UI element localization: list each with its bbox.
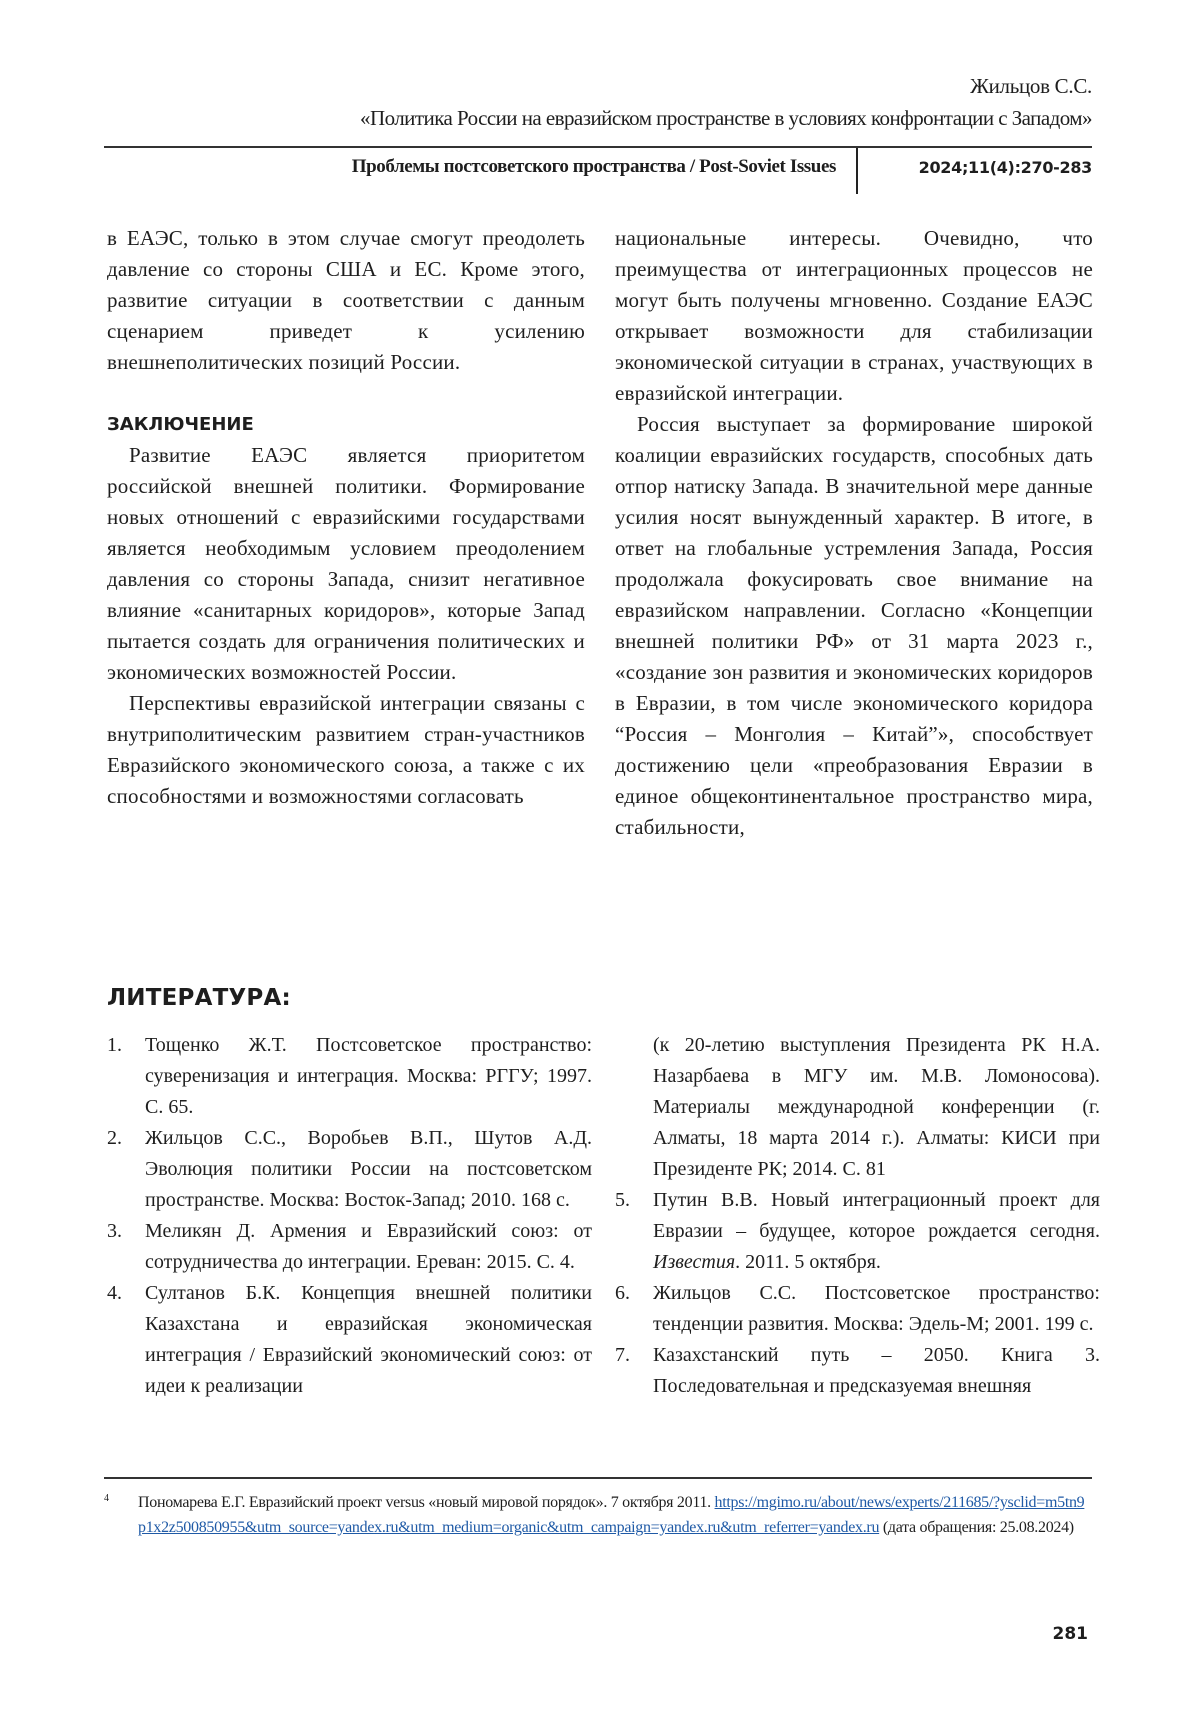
reference-item bbox=[107, 1030, 592, 1123]
reference-text: Султанов Б.К. Концепция внешней политики Казахстана и евразийская экономическая интеграция / Евразийский экономический союз: от идеи к реализации bbox=[145, 1282, 592, 1397]
reference-item bbox=[615, 1340, 1100, 1402]
page-number: 281 bbox=[1052, 1624, 1088, 1644]
journal-row bbox=[104, 148, 1092, 194]
header-article-title: «Политика России на евразийском пространстве в условиях конфронтации с Западом» bbox=[360, 106, 1092, 130]
reference-item bbox=[615, 1185, 1100, 1278]
footnote-access-date: (дата обращения: 25.08.2024) bbox=[879, 1519, 1074, 1536]
reference-number: 5. bbox=[615, 1189, 630, 1211]
reference-item bbox=[107, 1123, 592, 1216]
reference-item bbox=[107, 1216, 592, 1278]
paragraph: в ЕАЭС, только в этом случае смогут преодолеть давление со стороны США и ЕС. Кроме этого, развитие ситуации в соответствии с данным сценарием приведет к усилению внешнеполитических позиций России. bbox=[107, 226, 585, 374]
reference-text-part: Путин В.В. Новый интеграционный проект для Евразии – будущее, которое рождается сегодня. bbox=[653, 1189, 1100, 1242]
reference-number: 2. bbox=[107, 1127, 122, 1149]
running-head bbox=[104, 70, 1092, 134]
body-left-column bbox=[107, 223, 585, 812]
references-left-column bbox=[107, 1030, 592, 1402]
footnote-body bbox=[104, 1490, 1092, 1540]
footnote-rule bbox=[104, 1477, 1092, 1479]
section-heading-conclusion: ЗАКЛЮЧЕНИЕ bbox=[107, 414, 254, 435]
footnote-mark: 4 bbox=[104, 1493, 109, 1504]
paragraph: национальные интересы. Очевидно, что преимущества от интеграционных процессов не могут быть получены мгновенно. Создание ЕАЭС открывает возможности для стабилизации экономической ситуации в странах, участвующих в евразийской интеграции. bbox=[615, 226, 1093, 405]
reference-text bbox=[653, 1189, 1100, 1273]
footnote-link[interactable]: https://mgimo.ru/about/news/experts/211685/?ysclid=m5tn9p1x2z500850955&utm_source=yandex.ru&utm_medium=organic&utm_campaign=yandex.ru&utm_referrer=yandex.ru bbox=[138, 1494, 1085, 1536]
reference-number: 1. bbox=[107, 1034, 122, 1056]
header-author: Жильцов С.С. bbox=[970, 74, 1092, 98]
journal-citation: 2024;11(4):270-283 bbox=[918, 158, 1092, 177]
reference-text: (к 20-летию выступления Президента РК Н.А. Назарбаева в МГУ им. М.В. Ломоносова). Материалы международной конференции (г. Алматы, 18 марта 2014 г.). Алматы: КИСИ при Президенте РК; 2014. С. 81 bbox=[653, 1034, 1100, 1180]
footnote bbox=[104, 1490, 1092, 1540]
footnote-text: Пономарева Е.Г. Евразийский проект versus «новый мировой порядок». 7 октября 2011. bbox=[138, 1494, 715, 1511]
reference-text: Казахстанский путь – 2050. Книга 3. Последовательная и предсказуемая внешняя bbox=[653, 1344, 1100, 1397]
reference-number: 3. bbox=[107, 1220, 122, 1242]
reference-item bbox=[107, 1278, 592, 1402]
reference-number: 4. bbox=[107, 1282, 122, 1304]
reference-source-italic: Известия bbox=[653, 1251, 736, 1273]
references-heading: ЛИТЕРАТУРА: bbox=[107, 985, 291, 1011]
reference-text-part: . 2011. 5 октября. bbox=[735, 1251, 881, 1273]
body-right-column bbox=[615, 223, 1093, 843]
reference-item-continuation bbox=[615, 1030, 1100, 1185]
reference-item bbox=[615, 1278, 1100, 1340]
references-right-column bbox=[615, 1030, 1100, 1402]
reference-text: Жильцов С.С. Постсоветское пространство: тенденции развития. Москва: Эдель-М; 2001. 199 с. bbox=[653, 1282, 1100, 1335]
journal-name: Проблемы постсоветского пространства / Post-Soviet Issues bbox=[351, 156, 836, 177]
reference-number: 6. bbox=[615, 1282, 630, 1304]
paragraph: Перспективы евразийской интеграции связаны с внутриполитическим развитием стран-участников Евразийского экономического союза, а также с их способностями и возможностями согласовать bbox=[107, 691, 585, 808]
paragraph: Россия выступает за формирование широкой коалиции евразийских государств, способных дать отпор натиску Запада. В значительной мере данные усилия носят вынужденный характер. В итоге, в ответ на глобальные устремления Запада, Россия продолжала фокусировать свое внимание на евразийском направлении. Согласно «Концепции внешней политики РФ» от 31 марта 2023 г., «создание зон развития и экономических коридоров в Евразии, в том числе экономического коридора “Россия – Монголия – Китай”», способствует достижению цели «преобразования Евразии в единое общеконтинентальное пространство мира, стабильности, bbox=[615, 412, 1093, 839]
paragraph: Развитие ЕАЭС является приоритетом российской внешней политики. Формирование новых отношений с евразийскими государствами является необходимым условием преодолением давления со стороны Запада, снизит негативное влияние «санитарных коридоров», которые Запад пытается создать для ограничения политических и экономических возможностей России. bbox=[107, 443, 585, 684]
reference-text: Тощенко Ж.Т. Постсоветское пространство: суверенизация и интеграция. Москва: РГГУ; 1997. С. 65. bbox=[145, 1034, 592, 1118]
journal-divider bbox=[856, 148, 858, 194]
reference-number: 7. bbox=[615, 1344, 630, 1366]
reference-text: Жильцов С.С., Воробьев В.П., Шутов А.Д. Эволюция политики России на постсоветском пространстве. Москва: Восток-Запад; 2010. 168 с. bbox=[145, 1127, 592, 1211]
reference-text: Меликян Д. Армения и Евразийский союз: от сотрудничества до интеграции. Ереван: 2015. С. 4. bbox=[145, 1220, 592, 1273]
